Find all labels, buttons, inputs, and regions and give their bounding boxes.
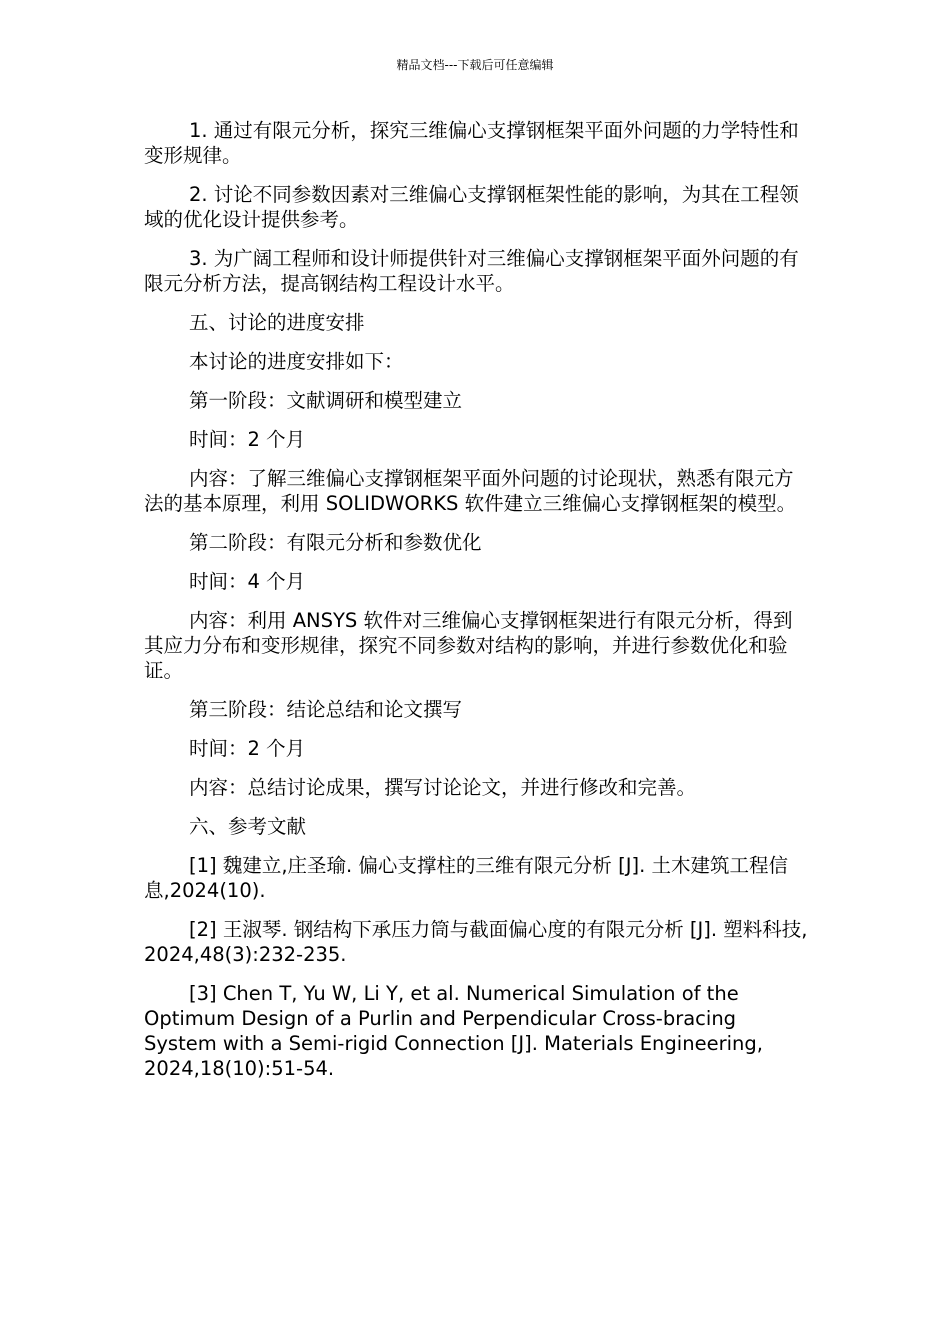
objective-item-2: 2. 讨论不同参数因素对三维偏心支撑钢框架性能的影响，为其在工程领域的优化设计提供参考。 [144,183,799,231]
stage-1-content: 内容：了解三维偏心支撑钢框架平面外问题的讨论现状，熟悉有限元方法的基本原理，利用 SOLIDWORKS 软件建立三维偏心支撑钢框架的模型。 [144,467,797,515]
schedule-intro: 本讨论的进度安排如下： [189,350,404,373]
stage-2-content: 内容：利用 ANSYS 软件对三维偏心支撑钢框架进行有限元分析，得到其应力分布和变形规律，探究不同参数对结构的影响，并进行参数优化和验证。 [144,609,793,682]
stage-3-time: 时间：2 个月 [189,737,306,760]
reference-1: [1] 魏建立,庄圣瑜. 偏心支撑柱的三维有限元分析 [J]. 土木建筑工程信息,2024(10). [144,854,788,902]
stage-2-time: 时间：4 个月 [189,570,306,593]
objective-item-3: 3. 为广阔工程师和设计师提供针对三维偏心支撑钢框架平面外问题的有限元分析方法，提高钢结构工程设计水平。 [144,247,799,295]
section-heading-references: 六、参考文献 [189,815,307,838]
reference-2: [2] 王淑琴. 钢结构下承压力筒与截面偏心度的有限元分析 [J]. 塑料科技,2024,48(3):232-235. [144,918,808,966]
page-header: 精品文档---下载后可任意编辑 [396,58,554,72]
stage-3-content: 内容：总结讨论成果，撰写讨论论文，并进行修改和完善。 [189,776,697,799]
reference-3: [3] Chen T, Yu W, Li Y, et al. Numerical Simulation of the Optimum Design of a Purlin and Perpendicular Cross-bracing System with a Semi-rigid Connection [J]. Materials Engineering, 2024,18(10):51-54. [144,982,763,1080]
document-body [144,118,808,1095]
stage-1-title: 第一阶段：文献调研和模型建立 [189,389,463,412]
section-heading-schedule: 五、讨论的进度安排 [189,311,365,334]
stage-3-title: 第三阶段：结论总结和论文撰写 [189,698,463,721]
stage-1-time: 时间：2 个月 [189,428,306,451]
stage-2-title: 第二阶段：有限元分析和参数优化 [189,531,482,554]
objective-item-1: 1. 通过有限元分析，探究三维偏心支撑钢框架平面外问题的力学特性和变形规律。 [144,119,799,167]
